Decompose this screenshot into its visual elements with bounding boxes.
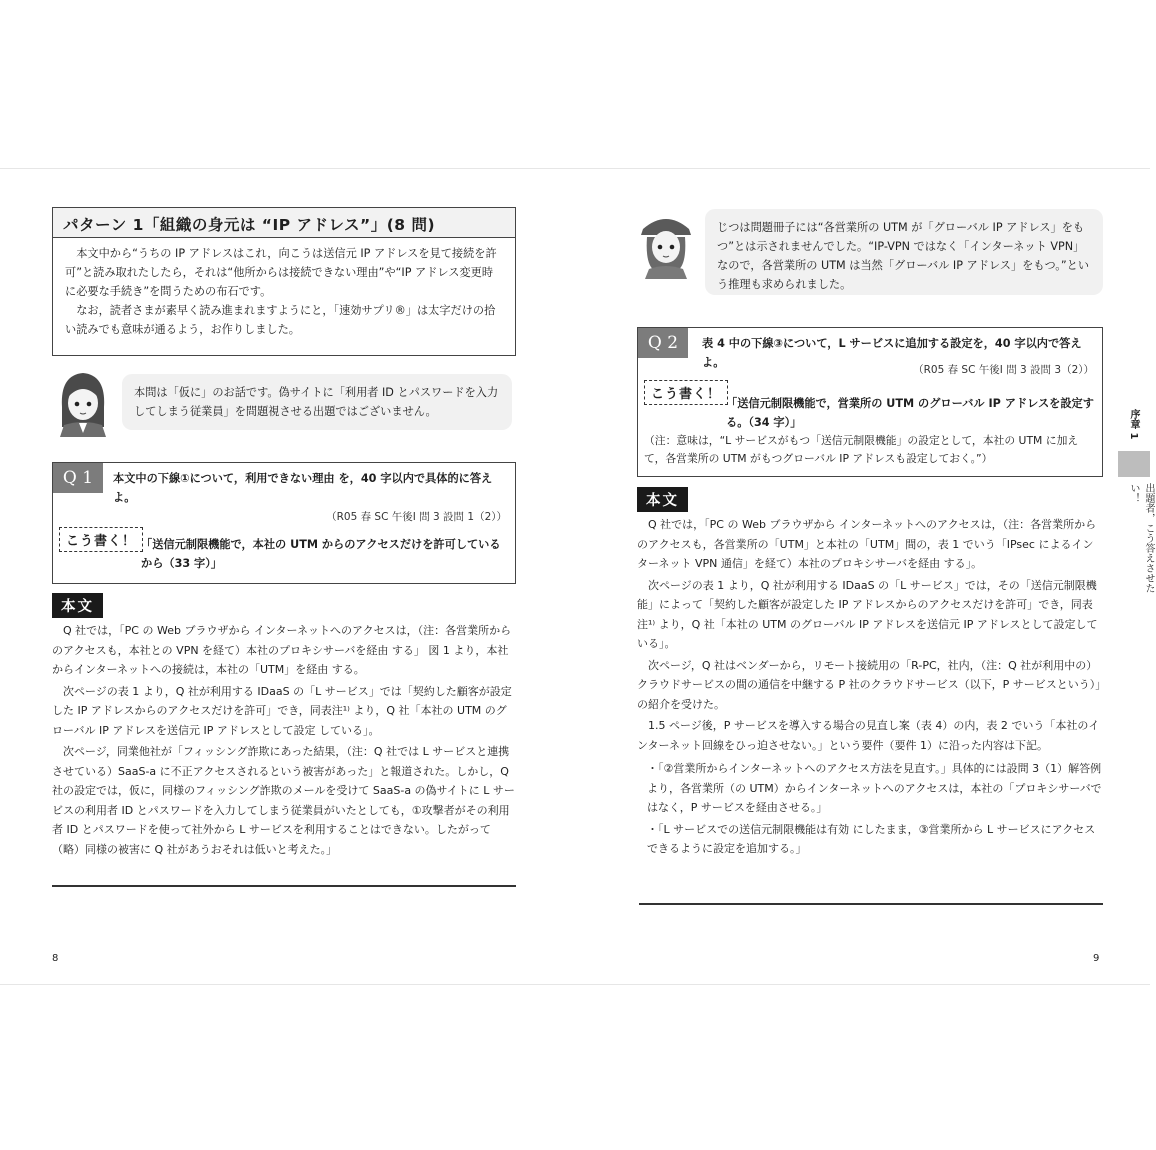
body-text: [637, 515, 1103, 859]
pattern-box: [52, 207, 516, 356]
kou-kaku-label: こう書く！: [59, 527, 143, 552]
honbun-label: 本文: [637, 487, 688, 512]
bottom-rule: [52, 885, 516, 887]
right-page: [575, 169, 1154, 984]
question-source: （R05 春 SC 午後Ⅰ 問 3 設問 3（2））: [913, 364, 1094, 376]
book-spread: [0, 168, 1154, 985]
speech-bubble: じつは問題冊子には“各営業所の UTM が「グローバル IP アドレス」をもつ”とは示されませんでした。“IP-VPN ではなく「インターネット VPN」なので，各営業所の UTM は当然「グローバル IP アドレス」をもつ。”という推理も求められました。: [705, 209, 1103, 295]
answer-text: 「送信元制限機能で，本社の UTM からのアクセスだけを許可しているから（33 字）」: [141, 538, 501, 570]
question-source: （R05 春 SC 午後Ⅰ 問 3 設問 1（2））: [326, 511, 507, 523]
body-text: [52, 621, 516, 861]
left-page: [0, 169, 575, 984]
body-paragraph-4: 1.5 ページ後，P サービスを導入する場合の見直し案（表 4）の内，表 2 でいう「本社のインターネット回線をひっ迫させない。」という要件（要件 1）に沿った内容は下記。: [637, 719, 1100, 752]
pattern-title: パターン 1「組織の身元は “IP アドレス”」(8 問): [53, 208, 515, 238]
kou-kaku-label: こう書く！: [644, 380, 728, 405]
body-paragraph-1: Q 社では，「PC の Web ブラウザから インターネットへのアクセスは，（注：各営業所からのアクセスも，本社との VPN を経て）本社のプロキシサーバを経由 する」 図 1 より，本社からインターネットへの接続は，本社の「UTM」を経由 する。: [52, 624, 512, 676]
page-number: 8: [52, 953, 59, 964]
character-avatar-icon: [635, 209, 697, 279]
bullet-list: [637, 759, 1103, 859]
speech-bubble: 本問は「仮に」のお話です。偽サイトに「利用者 ID とパスワードを入力してしまう従業員」を問題視させる出題ではございません。: [122, 374, 512, 430]
question-box-q2: [637, 327, 1103, 477]
body-paragraph-3: 次ページ，Q 社はベンダーから，リモート接続用の「R-PC，社内，（注：Q 社が利用中の）クラウドサービスの間の通信を中継する P 社のクラウドサービス（以下，P サービスという）」の紹介を受けた。: [637, 658, 1101, 711]
character-avatar-icon: [52, 367, 114, 437]
question-text: 本文中の下線①について，利用できない理由 を，40 字以内で具体的に答えよ。: [113, 472, 493, 504]
pattern-paragraph-2: なお，読者さまが素早く読み進まれますようにと，「速効サプリ®」は太字だけの拾い読みでも意味が通るよう，お作りしました。: [65, 304, 496, 336]
side-tab-bar: [1118, 451, 1150, 477]
pattern-body: [53, 238, 515, 345]
question-box-q1: [52, 462, 516, 584]
body-paragraph-2: 次ページの表 1 より，Q 社が利用する IDaaS の「L サービス」では「契約した顧客が設定した IP アドレスからのアクセスだけを許可」でき，同表注¹⁾ より，Q 社「本社の UTM のグローバル IP アドレスを送信元 IP アドレスとして設定 している」。: [52, 684, 512, 737]
body-paragraph-2: 次ページの表 1 より，Q 社が利用する IDaaS の「L サービス」では，その「送信元制限機能」によって「契約した顧客が設定した IP アドレスからのアクセスだけを許可」でき，同表注¹⁾ より，Q 社「本社の UTM のグローバル IP アドレスを送信元 IP アドレスとして設定している」。: [637, 578, 1098, 650]
question-tag: Q 2: [638, 328, 688, 358]
body-paragraph-3: 次ページ，同業他社が「フィッシング詐欺にあった結果，（注：Q 社では L サービスと連携させている）SaaS-a に不正アクセスされるという被害があった」と報道された。しかし，Q 社の設定では，仮に，同様のフィッシング詐欺のメールを受けて SaaS-a の偽サイトに L サービスの利用者 ID とパスワードを入力してしまう従業員がいたとしても，①攻撃者がその利用者 ID とパスワードを使って社外から L サービスを利用することはできない。したがって（略）同様の被害に Q 社があうおそれは低いと考えた。」: [52, 745, 515, 856]
honbun-label: 本文: [52, 593, 103, 618]
page-number: 9: [1093, 953, 1100, 964]
bullet-text-2: 「L サービスでの送信元制限機能は有効 にしたまま，③営業所から L サービスにアクセスできるように設定を追加する。」: [647, 822, 1096, 855]
pattern-paragraph-1: 本文中から“うちの IP アドレスはこれ，向こうは送信元 IP アドレスを見て接続を許可”と読み取れたしたら，それは“他所からは接続できない理由”や“IP アドレス変更時に必要な手続き”を問うための布石です。: [65, 247, 497, 298]
body-paragraph-1: Q 社では，「PC の Web ブラウザから インターネットへのアクセスは，（注：各営業所からのアクセスも，各営業所の「UTM」と本社の「UTM」間の，表 1 でいう「IPsec によるインターネット VPN 通信」を経て）本社のプロキシサーバを経由 する」。: [637, 518, 1097, 570]
bottom-rule: [639, 903, 1103, 905]
chapter-side-tab: [1118, 409, 1154, 609]
side-chapter-title: 出題者，こう答えさせたい！: [1128, 483, 1154, 593]
question-text: 表 4 中の下線③について，L サービスに追加する設定を，40 字以内で答えよ。: [702, 337, 1082, 369]
question-tag: Q 1: [53, 463, 103, 493]
answer-note: （注：意味は，“L サービスがもつ「送信元制限機能」の設定として，本社の UTM に加えて，各営業所の UTM がもつグローバル IP アドレスも設定しておく。”）: [644, 434, 1079, 465]
answer-text: 「送信元制限機能で，営業所の UTM のグローバル IP アドレスを設定する。（34 字）」: [726, 397, 1094, 429]
bullet-item-2: ・「L サービスでの送信元制限機能は有効 にしたまま，③営業所から L サービスにアクセスできるように設定を追加する。」: [647, 822, 1096, 855]
bullet-item-1: ・「②営業所からインターネットへのアクセス方法を見直す。」具体的には設問 3（1）解答例より，各営業所（の UTM）からインターネットへのアクセスは，本社の「プロキシサーバではなく，P サービスを経由させる。」: [647, 762, 1102, 814]
side-chapter-label: 序章 1: [1128, 409, 1139, 440]
bullet-text-1: 「②営業所からインターネットへのアクセス方法を見直す。」具体的には設問 3（1）解答例より，各営業所（の UTM）からインターネットへのアクセスは，本社の「プロキシサーバではなく，P サービスを経由させる。」: [647, 762, 1102, 814]
